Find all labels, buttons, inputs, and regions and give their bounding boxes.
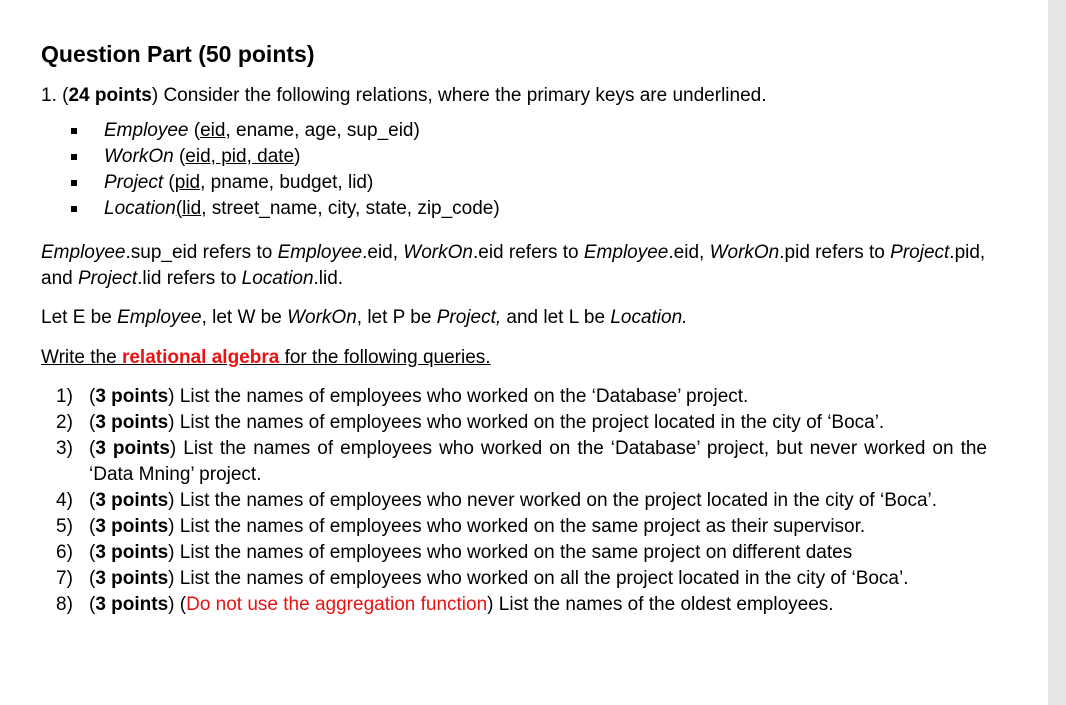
relation-workon: WorkOn (eid, pid, date)	[41, 144, 987, 170]
relation-name: Location	[104, 198, 176, 219]
primary-key: pid	[174, 172, 201, 193]
relation-project: Project (pid, pname, budget, lid)	[41, 170, 987, 196]
query-item: 2) (3 points) List the names of employees who worked on the project located in the city of ‘Boca’.	[56, 412, 885, 433]
query-item: 5) (3 points) List the names of employees who worked on the same project as their supervisor.	[56, 516, 866, 537]
bullet-icon	[71, 128, 77, 134]
query-item: 4) (3 points) List the names of employees who never worked on the project located in the city of ‘Boca’.	[56, 490, 938, 511]
query-list	[41, 384, 987, 618]
query-item: 6) (3 points) List the names of employees who worked on the same project on different dates	[56, 542, 853, 563]
primary-key: eid, pid, date	[185, 146, 295, 167]
query-item: 7) (3 points) List the names of employees who worked on all the project located in the city of ‘Boca’.	[56, 568, 909, 589]
relation-name: Employee	[104, 120, 189, 141]
query-item: 3) (3 points) List the names of employees who worked on the ‘Database’ project, but never worked on the ‘Data Mning’ project.	[56, 438, 987, 485]
question-1-points: 24 points	[68, 85, 152, 106]
bullet-icon	[71, 206, 77, 212]
relational-algebra-highlight: relational algebra	[121, 347, 280, 368]
page-title: Question Part (50 points)	[41, 41, 315, 67]
location-open-paren: (	[175, 198, 183, 219]
relations-list	[41, 118, 987, 222]
bullet-icon	[71, 154, 77, 160]
vertical-scrollbar[interactable]	[1048, 0, 1066, 705]
relation-location: Location(lid, street_name, city, state, zip_code)	[41, 196, 987, 222]
instruction-line: Write the relational algebra for the following queries.	[41, 347, 491, 368]
question-1-intro: 1. (24 points) Consider the following relations, where the primary keys are underlined.	[41, 85, 767, 106]
aggregation-warning: Do not use the aggregation function	[186, 594, 488, 615]
query-item: 8) (3 points) (Do not use the aggregation function) List the names of the oldest employees.	[56, 594, 834, 615]
relation-name: WorkOn	[104, 146, 174, 167]
variable-definitions: Let E be Employee, let W be WorkOn, let P be Project, and let L be Location.	[41, 307, 688, 328]
primary-key: eid	[200, 120, 226, 141]
primary-key: lid	[182, 198, 202, 219]
bullet-icon	[71, 180, 77, 186]
relation-employee: Employee (eid, ename, age, sup_eid)	[41, 118, 987, 144]
foreign-key-references: Employee.sup_eid refers to Employee.eid, WorkOn.eid refers to Employee.eid, WorkOn.pid refers to Project.pid, and Project.lid refers to Location.lid.	[41, 242, 986, 289]
question-content	[41, 36, 987, 618]
query-item: 1) (3 points) List the names of employees who worked on the ‘Database’ project.	[56, 386, 749, 407]
relation-name: Project	[104, 172, 164, 193]
